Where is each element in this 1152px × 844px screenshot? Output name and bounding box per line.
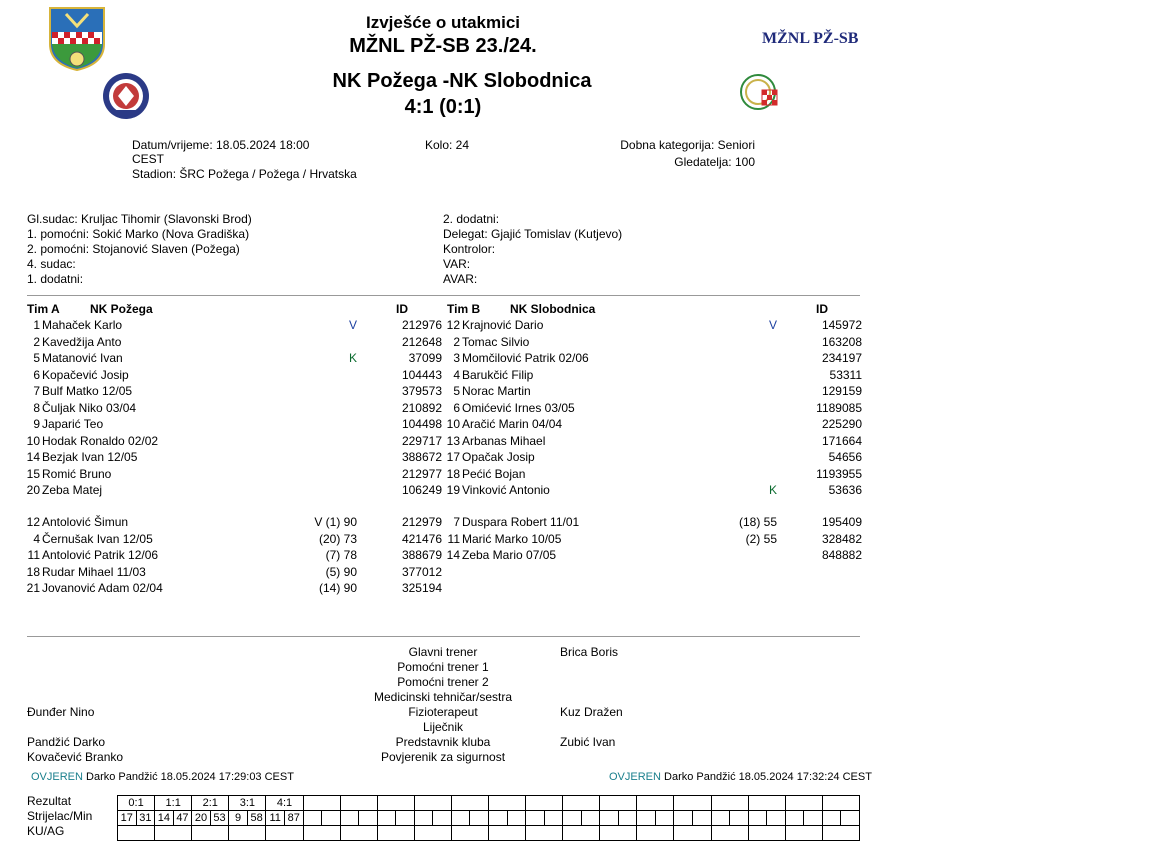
scorer-number-cell [785,811,804,826]
verified-right-label: OVJEREN [609,771,661,783]
player-number: 14 [26,450,40,464]
ku-cell [266,826,303,841]
team-a-id-header: ID [396,302,408,316]
player-id: 377012 [401,564,442,579]
result-cell [414,796,451,811]
scorer-number-cell: 14 [155,811,174,826]
result-cell [785,796,822,811]
scorer-number-cell [748,811,767,826]
sub-info: (5) 90 [325,564,357,579]
player-id: 212979 [401,515,442,529]
ku-cell [600,826,637,841]
ku-cell [451,826,488,841]
sub-info: (2) 55 [745,531,777,546]
player-name: Antolović Šimun [42,515,129,529]
player-name: Norac Martin [462,384,531,398]
ku-cell [748,826,785,841]
official-left-1: 1. pomoćni: Sokić Marko (Nova Gradiška) [27,227,250,241]
player-name: Marić Marko 10/05 [462,531,562,546]
scorer-minute-cell: 58 [247,811,266,826]
player-id: 229717 [401,433,442,448]
ku-cell [822,826,859,841]
player-id: 421476 [401,531,442,546]
grid-result-row [118,796,860,811]
ku-cell [229,826,266,841]
scorer-minute-cell [841,811,860,826]
ku-cell [637,826,674,841]
match-datetime: Datum/vrijeme: 18.05.2024 18:00 [132,138,310,152]
grid-labels [27,794,92,839]
scorer-number-cell: 11 [266,811,285,826]
ku-cell [155,826,192,841]
age-category: Dobna kategorija: Seniori [620,138,755,152]
result-cell: 0:1 [118,796,155,811]
player-number: 7 [453,515,460,529]
scorer-number-cell: 9 [229,811,248,826]
player-number: 11 [27,548,40,562]
scorer-minute-cell [433,811,452,826]
scorer-minute-cell [618,811,637,826]
grid-ku-row [118,826,860,841]
staff-role: Medicinski tehničar/sestra [373,690,513,704]
player-id: 53636 [828,483,862,497]
result-cell [822,796,859,811]
staff-role: Predstavnik kluba [395,735,491,749]
verified-left [31,771,294,783]
staff-left-name: Pandžić Darko [27,735,106,749]
player-number: 12 [446,318,460,332]
ku-cell [414,826,451,841]
player-id: 104498 [401,417,442,431]
player-id: 379573 [401,384,442,398]
player-number: 3 [453,351,460,365]
player-role-mark: K [349,351,358,365]
player-name: Čuljak Niko 03/04 [42,400,137,415]
result-cell: 2:1 [192,796,229,811]
result-cell [748,796,785,811]
scorer-number-cell [600,811,619,826]
player-name: Romić Bruno [42,466,112,481]
ku-cell [674,826,711,841]
player-id: 195409 [821,515,862,529]
sub-info: V (1) 90 [314,515,357,529]
scorer-minute-cell [544,811,563,826]
player-number: 18 [26,564,40,579]
player-id: 848882 [821,548,862,562]
official-right-1: Delegat: Gjajić Tomislav (Kutjevo) [443,227,623,241]
player-name: Rudar Mihael 11/03 [42,564,146,579]
player-role-mark: V [349,318,358,332]
result-cell [563,796,600,811]
team-a-name: NK Požega [90,302,153,316]
player-name: Arbanas Mihael [462,433,546,448]
scorer-minute-cell [804,811,823,826]
scorer-minute-cell [396,811,415,826]
spectators: Gledatelja: 100 [674,155,755,169]
result-cell [451,796,488,811]
staff-right-name: Brica Boris [560,645,619,659]
player-number: 10 [26,433,40,448]
player-id: 388679 [401,548,442,562]
scorer-minute-cell: 87 [284,811,303,826]
scorer-number-cell [414,811,433,826]
scorer-number-cell [526,811,545,826]
scorer-minute-cell: 47 [173,811,192,826]
player-id: 225290 [821,417,862,431]
ku-cell [192,826,229,841]
ku-cell [303,826,340,841]
player-name: Vinković Antonio [462,483,550,497]
player-name: Kopačević Josip [42,367,129,382]
scorer-number-cell [303,811,322,826]
match-title: NK Požega -NK Slobodnica [332,70,592,92]
result-cell [377,796,414,811]
player-number: 4 [453,367,460,382]
staff-left-name: Kovačević Branko [27,750,124,764]
player-number: 20 [26,483,40,497]
player-name: Omićević Irnes 03/05 [462,400,575,415]
player-number: 14 [446,548,460,562]
player-name: Japarić Teo [42,417,104,431]
player-id: 163208 [821,334,862,349]
scorer-number-cell [674,811,693,826]
team-a-label: Tim A [27,302,60,316]
staff-role: Glavni trener [408,645,478,659]
player-id: 106249 [401,483,442,497]
grid-label-scorer: Strijelac/Min [27,809,93,823]
ku-cell [711,826,748,841]
player-name: Opačak Josip [462,450,535,464]
player-id: 104443 [401,367,442,382]
staff-role: Fizioterapeut [408,705,478,719]
player-id: 171664 [821,433,862,448]
result-cell: 4:1 [266,796,303,811]
ku-cell [785,826,822,841]
player-id: 212976 [401,318,442,332]
official-right-4: AVAR: [443,272,478,286]
player-id: 212648 [401,334,442,349]
ku-cell [377,826,414,841]
player-name: Bulf Matko 12/05 [42,384,133,398]
scorer-number-cell: 17 [118,811,137,826]
player-number: 15 [26,466,40,481]
player-id: 388672 [401,450,442,464]
player-name: Zeba Matej [42,483,103,497]
match-stadium: Stadion: ŠRC Požega / Požega / Hrvatska [132,167,357,181]
staff-role: Pomoćni trener 2 [397,675,489,689]
team-b-name: NK Slobodnica [510,302,596,316]
player-number: 4 [33,531,40,546]
player-name: Tomac Silvio [462,334,530,349]
player-id: 54656 [828,450,862,464]
player-name: Mahaček Karlo [42,318,123,332]
player-role-mark: K [769,483,778,497]
result-cell [303,796,340,811]
club-a-logo-icon [102,72,150,120]
player-number: 17 [446,450,460,464]
result-grid [117,795,860,841]
player-number: 18 [446,466,460,481]
match-score: 4:1 (0:1) [404,96,482,118]
player-name: Antolović Patrik 12/06 [42,548,159,562]
player-name: Aračić Marin 04/04 [462,417,563,431]
player-number: 2 [33,334,40,349]
player-id: 325194 [401,581,442,595]
result-cell: 1:1 [155,796,192,811]
sub-info: (18) 55 [738,515,777,529]
ku-cell [118,826,155,841]
player-id: 212977 [401,466,442,481]
player-number: 13 [446,433,460,448]
verified-left-label: OVJEREN [31,771,83,783]
staff-right-name: Zubić Ivan [560,735,616,749]
scorer-number-cell [822,811,841,826]
scorer-minute-cell [693,811,712,826]
result-cell [711,796,748,811]
official-right-2: Kontrolor: [443,242,496,256]
scorer-minute-cell: 31 [136,811,155,826]
player-number: 21 [26,581,40,595]
player-id: 1193955 [816,466,862,481]
ku-cell [489,826,526,841]
ku-cell [526,826,563,841]
result-cell [637,796,674,811]
player-id: 1189085 [816,400,862,415]
scorer-number-cell [637,811,656,826]
official-left-4: 1. dodatni: [27,272,84,286]
scorer-minute-cell [767,811,786,826]
scorer-number-cell [340,811,359,826]
official-left-2: 2. pomoćni: Stojanović Slaven (Požega) [27,242,240,256]
scorer-minute-cell [581,811,600,826]
result-cell [674,796,711,811]
player-id: 234197 [821,351,862,365]
official-right-3: VAR: [443,257,471,271]
player-number: 6 [33,367,40,382]
scorer-minute-cell [470,811,489,826]
match-round: Kolo: 24 [425,138,470,152]
staff-right-name: Kuz Dražen [560,705,623,719]
player-id: 210892 [401,400,442,415]
verified-right [609,771,872,783]
scorer-minute-cell [322,811,341,826]
sub-info: (7) 78 [325,548,357,562]
competition-name: MŽNL PŽ-SB 23./24. [349,35,537,57]
player-number: 5 [33,351,40,365]
match-timezone: CEST [132,152,165,166]
scorer-number-cell: 20 [192,811,211,826]
verified-left-text: Darko Pandžić 18.05.2024 17:29:03 CEST [86,771,294,783]
player-number: 8 [33,400,40,415]
player-name: Bezjak Ivan 12/05 [42,450,138,464]
player-name: Krajnović Dario [462,318,544,332]
scorer-number-cell [377,811,396,826]
divider-top [27,295,860,296]
player-number: 2 [453,334,460,349]
player-number: 11 [447,531,460,546]
player-number: 7 [33,384,40,398]
result-cell [340,796,377,811]
player-number: 5 [453,384,460,398]
ku-cell [340,826,377,841]
scorer-number-cell [711,811,730,826]
player-id: 129159 [821,384,862,398]
player-name: Kavedžija Anto [42,334,122,349]
scorer-number-cell [489,811,508,826]
player-role-mark: V [769,318,778,332]
result-cell [489,796,526,811]
verified-right-text: Darko Pandžić 18.05.2024 17:32:24 CEST [664,771,872,783]
player-name: Černušak Ivan 12/05 [42,531,153,546]
player-number: 9 [33,417,40,431]
scorer-number-cell [563,811,582,826]
league-badge: MŽNL PŽ-SB [762,30,859,47]
player-name: Pećić Bojan [462,466,526,481]
staff-role: Pomoćni trener 1 [397,660,489,674]
scorer-minute-cell [507,811,526,826]
player-name: Matanović Ivan [42,351,123,365]
grid-label-ku: KU/AG [27,824,65,838]
grid-scorer-row [118,811,860,826]
player-name: Hodak Ronaldo 02/02 [42,433,159,448]
player-id: 145972 [821,318,862,332]
team-b-label: Tim B [447,302,481,316]
scorer-number-cell [451,811,470,826]
scorer-minute-cell [359,811,378,826]
player-id: 328482 [821,531,862,546]
official-right-0: 2. dodatni: [443,212,500,226]
result-cell [526,796,563,811]
official-left-0: Gl.sudac: Kruljac Tihomir (Slavonski Brod) [27,212,252,226]
player-id: 37099 [408,351,442,365]
report-title: Izvješće o utakmici [365,13,521,32]
player-number: 19 [446,483,460,497]
grid-label-result: Rezultat [27,794,72,808]
sub-info: (14) 90 [318,581,357,595]
player-number: 1 [33,318,40,332]
player-name: Duspara Robert 11/01 [462,515,580,529]
player-name: Barukčić Filip [462,367,534,382]
scorer-minute-cell [730,811,749,826]
divider-staff [27,636,860,637]
player-number: 10 [446,417,460,431]
staff-left-name: Đunđer Nino [27,705,95,719]
staff-role: Liječnik [422,720,464,734]
player-id: 53311 [829,367,862,382]
player-name: Jovanović Adam 02/04 [42,581,163,595]
club-b-logo-icon [738,72,784,114]
player-name: Zeba Mario 07/05 [462,548,557,562]
staff-role: Povjerenik za sigurnost [380,750,506,764]
federation-crest-icon [48,6,106,72]
ku-cell [563,826,600,841]
player-number: 6 [453,400,460,415]
result-cell [600,796,637,811]
scorer-minute-cell [655,811,674,826]
player-name: Momčilović Patrik 02/06 [462,351,589,365]
result-cell: 3:1 [229,796,266,811]
player-number: 12 [26,515,40,529]
scorer-minute-cell: 53 [210,811,229,826]
team-b-id-header: ID [816,302,828,316]
official-left-3: 4. sudac: [27,257,76,271]
sub-info: (20) 73 [318,531,357,546]
